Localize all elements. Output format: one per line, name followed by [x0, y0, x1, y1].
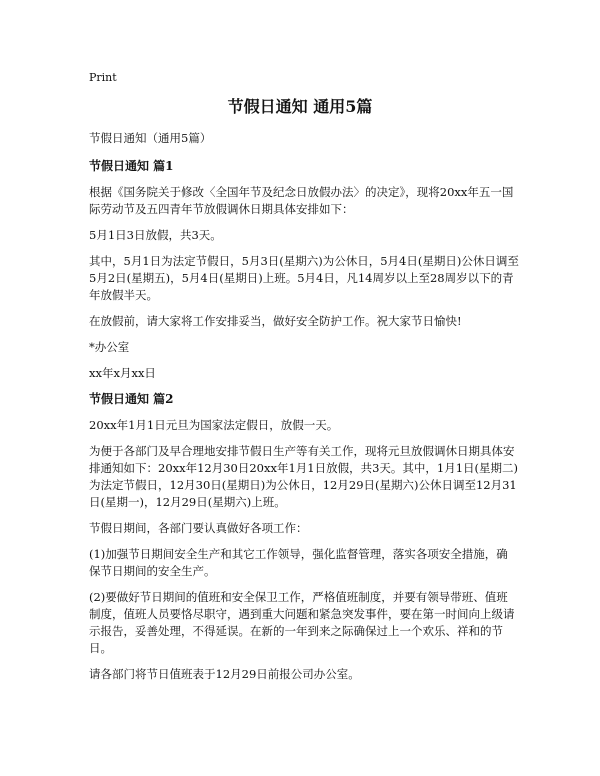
document-body — [89, 130, 519, 692]
print-label: Print — [89, 71, 117, 84]
signature-date: xx年x月xx日 — [89, 366, 156, 380]
section-heading-1: 节假日通知 篇1 — [89, 159, 174, 173]
section-heading-2: 节假日通知 篇2 — [89, 392, 174, 406]
paragraph: 5月1日3日放假，共3天。 — [89, 228, 222, 242]
paragraph: (1)加强节日期间安全生产和其它工作领导，强化监督管理，落实各项安全措施，确保节日期间的安全生产。 — [89, 547, 508, 578]
paragraph: 在放假前，请大家将工作安排妥当，做好安全防护工作。祝大家节日愉快! — [89, 314, 462, 328]
paragraph: (2)要做好节日期间的值班和安全保卫工作，严格值班制度，并要有领导带班、值班制度，值班人员要恪尽职守，遇到重大问题和紧急突发事件，要在第一时间向上级请示报告，妥善处理，不得延误。在新的一年到来之际确保过上一个欢乐、祥和的节日。 — [89, 590, 515, 655]
document-subtitle: 节假日通知（通用5篇） — [89, 131, 212, 145]
paragraph: 为便于各部门及早合理地安排节假日生产等有关工作，现将元旦放假调休日期具体安排通知如下：20xx年12月30日20xx年1月1日放假，共3天。其中，1月1日(星期二)为法定节假日，12月30日(星期日)为公休日，12月29日(星期六)公休日调至12月31日(星期一)，12月29日(星期六)上班。 — [89, 444, 519, 509]
signature-office: *办公室 — [89, 340, 130, 354]
paragraph: 根据《国务院关于修改〈全国年节及纪念日放假办法〉的决定》，现将20xx年五一国际劳动节及五四青年节放假调休日期具体安排如下： — [89, 185, 514, 216]
paragraph: 20xx年1月1日元旦为国家法定假日，放假一天。 — [89, 418, 339, 432]
page-title: 节假日通知 通用5篇 — [227, 97, 373, 116]
paragraph: 请各部门将节日值班表于12月29日前报公司办公室。 — [89, 667, 360, 681]
paragraph: 节假日期间，各部门要认真做好各项工作： — [89, 521, 308, 535]
paragraph: 其中，5月1日为法定节假日，5月3日(星期六)为公休日，5月4日(星期日)公休日调至5月2日(星期五)，5月4日(星期日)上班。5月4日，凡14周岁以上至28周岁以下的青年放假半天。 — [89, 254, 519, 302]
